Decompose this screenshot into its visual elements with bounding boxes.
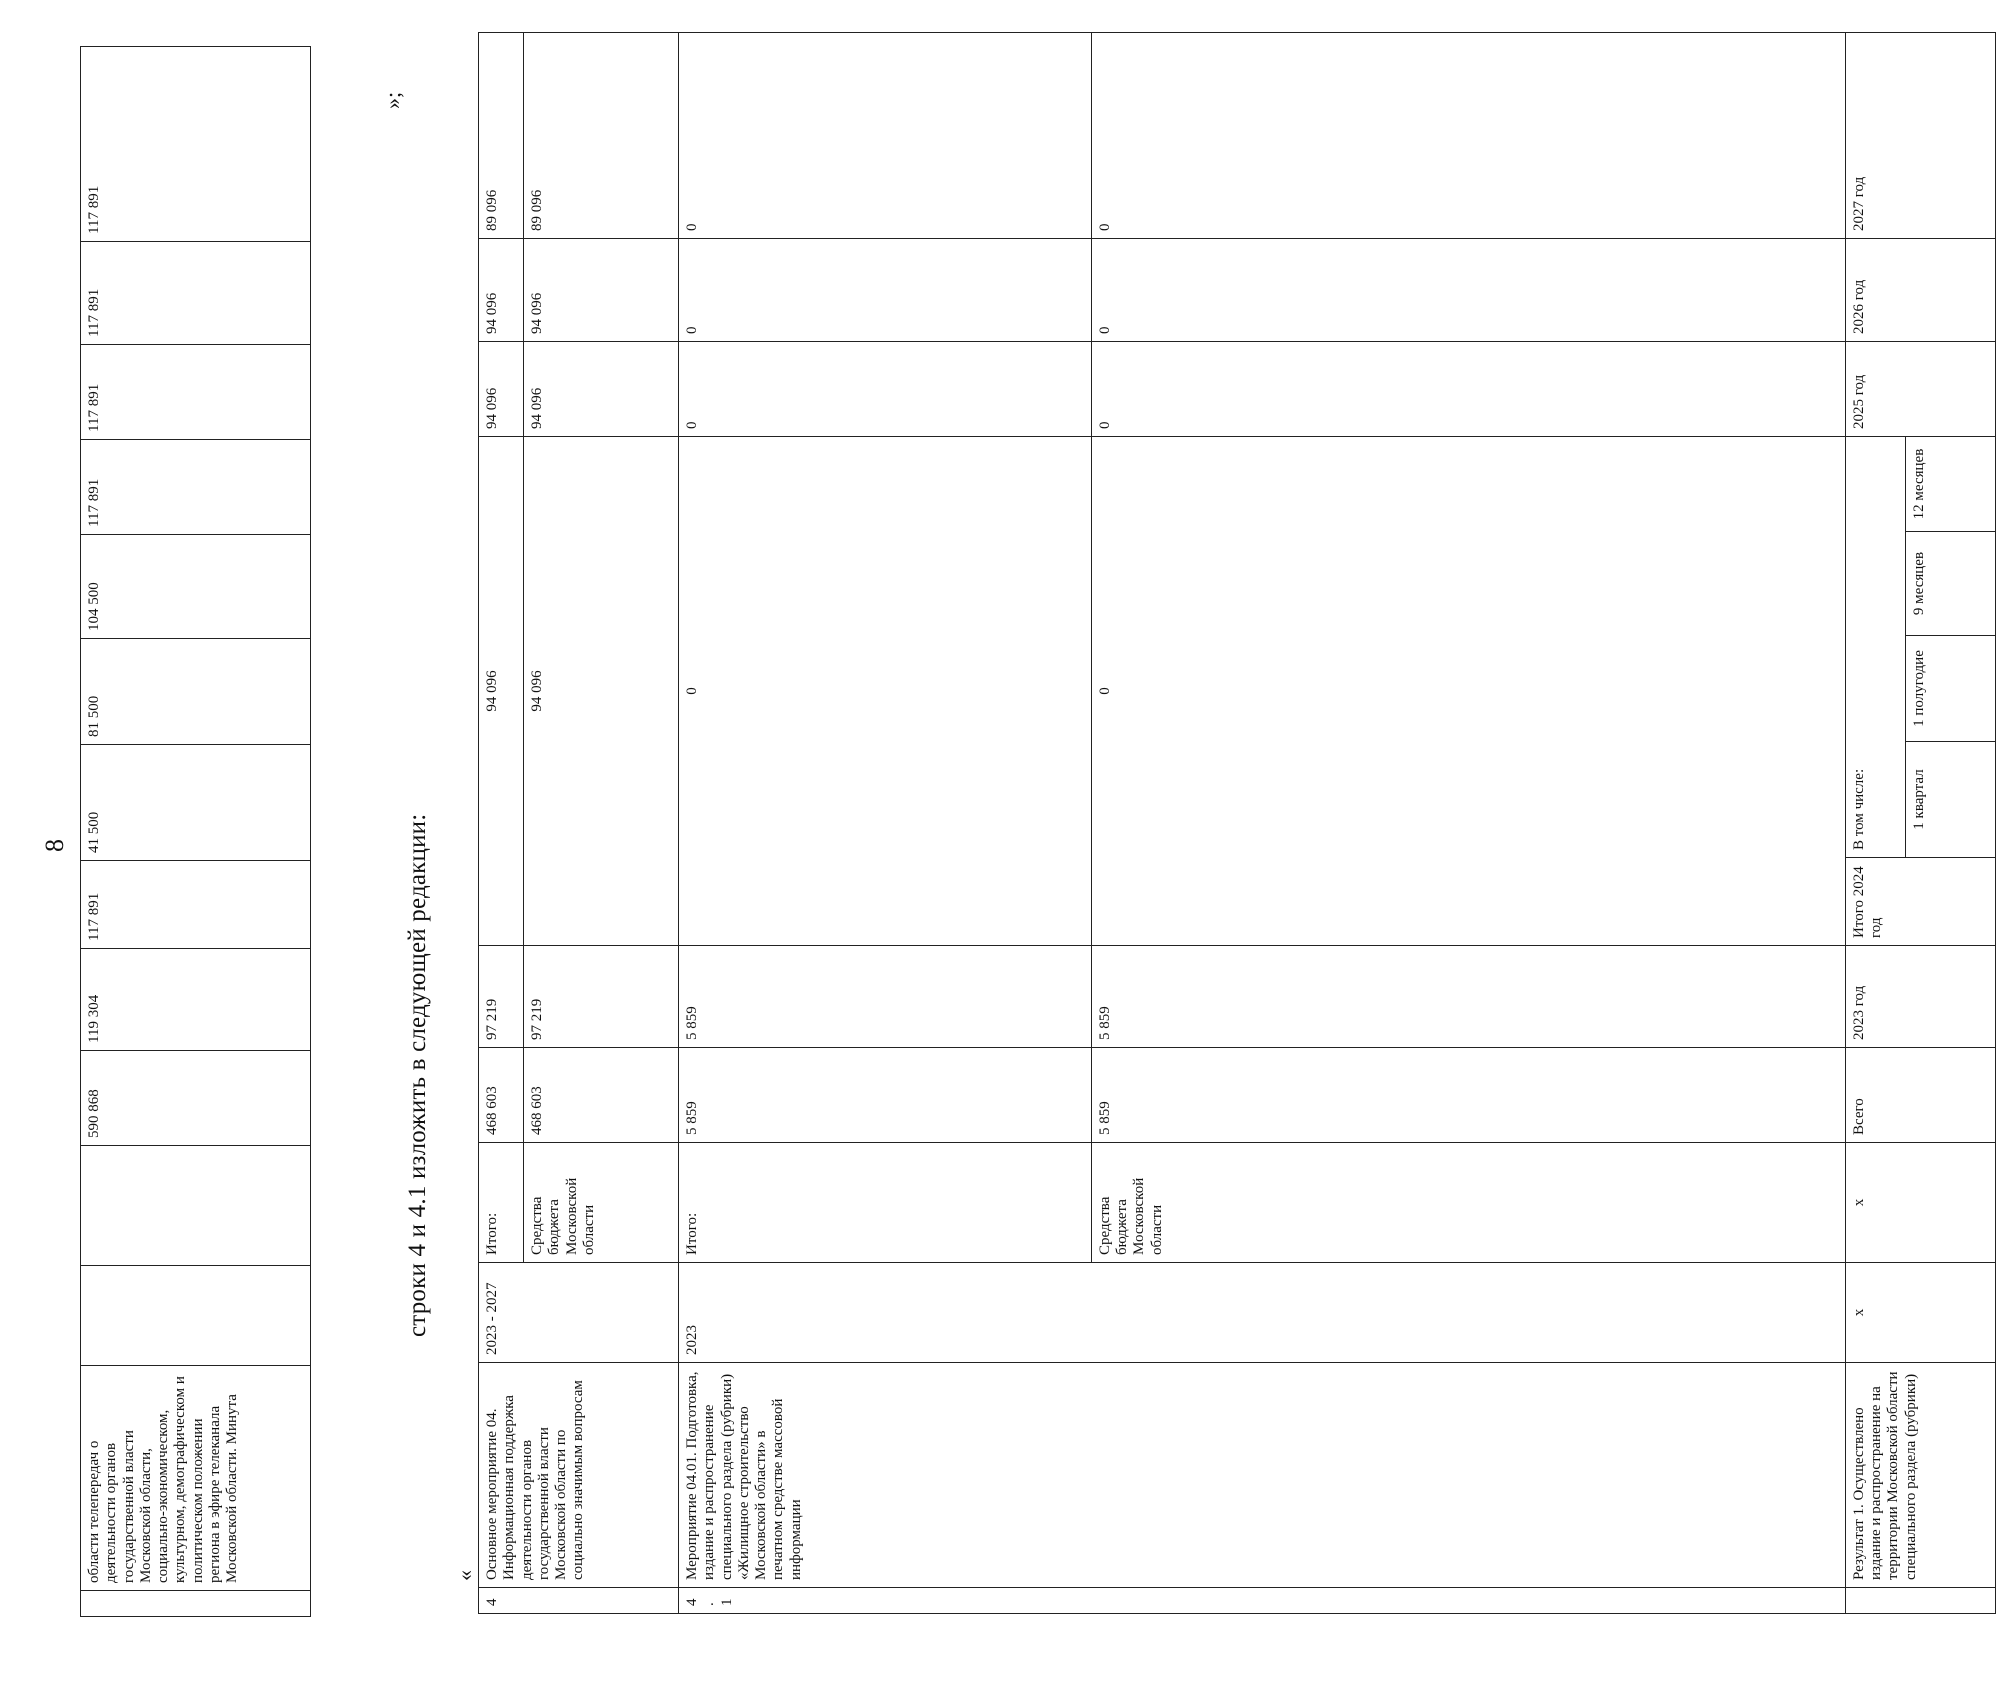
row-41-text: Мероприятие 04.01. Подготовка, издание и распространение специального раздела (рубрики) «Жилищное строительство Московской области» в печатном средстве массовой информации: [679, 1363, 1846, 1588]
result-all: Всего: [1845, 1048, 1995, 1143]
row-41-source-2025: 0: [1091, 342, 1845, 437]
row-41-total-all: 5 859: [679, 1048, 1092, 1143]
row-41-total-2024: 0: [679, 437, 1092, 946]
row-41-total-2026: 0: [679, 239, 1092, 342]
row-4-total-2026: 94 096: [479, 239, 524, 342]
row-4-source-2026: 94 096: [524, 239, 679, 342]
value-h1: 81 500: [81, 639, 311, 745]
row-4-source-2023: 97 219: [524, 946, 679, 1048]
row-41-source-2026: 0: [1091, 239, 1845, 342]
value-m9: 104 500: [81, 535, 311, 639]
closing-quote: »;: [380, 91, 405, 109]
row-4-total-2023: 97 219: [479, 946, 524, 1048]
value-2024: 117 891: [81, 861, 311, 949]
row-4-total-all: 468 603: [479, 1048, 524, 1143]
program-table: [478, 32, 1996, 1614]
result-2026: 2026 год: [1845, 239, 1995, 342]
result-h1: 1 полугодие: [1905, 636, 1995, 742]
result-q1: 1 квартал: [1905, 742, 1995, 858]
result-header-row: [1845, 33, 1905, 1614]
row-4-title-cell: [479, 1363, 679, 1588]
row-4-total-2025: 94 096: [479, 342, 524, 437]
instruction-heading: строки 4 и 4.1 изложить в следующей редакции:: [404, 813, 431, 1337]
row-number: 4: [479, 1588, 679, 1614]
value-2027: 117 891: [81, 47, 311, 242]
row-4-total-2024: 94 096: [479, 437, 524, 946]
row-41-source-label: Средства бюджета Московской области: [1091, 1143, 1845, 1263]
value-q1: 41 500: [81, 745, 311, 861]
result-source: x: [1845, 1143, 1995, 1263]
value-2026: 117 891: [81, 242, 311, 345]
result-m12: 12 месяцев: [1905, 437, 1995, 532]
row-41-source-all: 5 859: [1091, 1048, 1845, 1143]
row-4-total-2027: 89 096: [479, 33, 524, 239]
top-table: [80, 46, 311, 1617]
row-4-period: 2023 - 2027: [479, 1263, 679, 1363]
row-4-total-label: Итого:: [479, 1143, 524, 1263]
row-41-total-label: Итого:: [679, 1143, 1092, 1263]
result-incl: В том числе:: [1845, 437, 1905, 858]
row-4-title: Основное мероприятие 04.: [484, 1408, 500, 1580]
value-total: 590 868: [81, 1051, 311, 1146]
row-4-total: [479, 33, 524, 1614]
row-41-total-2027: 0: [679, 33, 1092, 239]
row-41-source-2023: 5 859: [1091, 946, 1845, 1048]
empty-cell: [81, 1591, 311, 1617]
row-number: 4.1: [679, 1588, 1846, 1614]
page-number: 8: [40, 839, 69, 852]
value-2025: 117 891: [81, 345, 311, 440]
row-41-period: 2023: [679, 1263, 1846, 1363]
row-4-source-label: Средства бюджета Московской области: [524, 1143, 679, 1263]
row-41-total-2023: 5 859: [679, 946, 1092, 1048]
value-m12: 117 891: [81, 440, 311, 535]
result-2025: 2025 год: [1845, 342, 1995, 437]
row-4-text: Информационная поддержка деятельности органов государственной власти Московской области по социально значимым вопросам: [501, 1380, 587, 1580]
row-4-source-2027: 89 096: [524, 33, 679, 239]
row-41-source-2027: 0: [1091, 33, 1845, 239]
description-cell: области телепередач о деятельности органов государственной власти Московской области, социально-экономическом, культурном, демографическом и политическом положении региона в эфире телеканала Московской области. Минута: [81, 1366, 311, 1591]
result-2027: 2027 год: [1845, 33, 1995, 239]
empty-cell: [81, 1146, 311, 1266]
result-m9: 9 месяцев: [1905, 532, 1995, 636]
row-4-source-all: 468 603: [524, 1048, 679, 1143]
row-41-total-2025: 0: [679, 342, 1092, 437]
result-text: Результат 1. Осуществлено издание и распространение на территории Московской области специального раздела (рубрики): [1845, 1363, 1995, 1588]
empty-cell: [81, 1266, 311, 1366]
value-2023: 119 304: [81, 949, 311, 1051]
result-2024: Итого 2024 год: [1845, 858, 1995, 946]
row-41-source-2024: 0: [1091, 437, 1845, 946]
row-41-total: [679, 33, 1092, 1614]
result-period: x: [1845, 1263, 1995, 1363]
row-4-source-2025: 94 096: [524, 342, 679, 437]
row-4-source-2024: 94 096: [524, 437, 679, 946]
result-2023: 2023 год: [1845, 946, 1995, 1048]
empty-cell: [1845, 1588, 1995, 1614]
opening-quote: «: [452, 1570, 477, 1581]
